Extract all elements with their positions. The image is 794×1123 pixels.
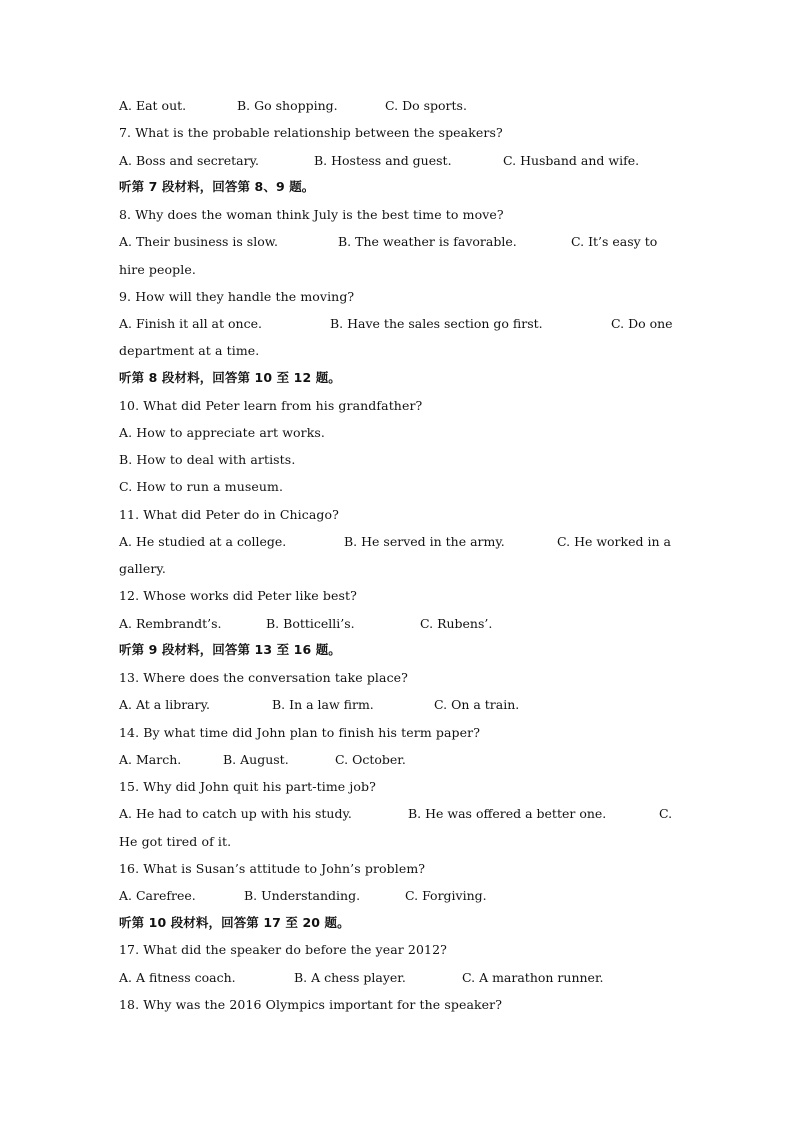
answer-option: C. Do one <box>611 316 673 331</box>
question-text: 13. Where does the conversation take place? <box>119 670 408 685</box>
question-text: 18. Why was the 2016 Olympics important for the speaker? <box>119 997 503 1012</box>
answer-option: A. March. <box>119 752 182 767</box>
question-text: 17. What did the speaker do before the year 2012? <box>119 942 447 957</box>
question-text: 8. Why does the woman think July is the best time to move? <box>119 207 504 222</box>
answer-option: C. On a train. <box>434 697 520 712</box>
answer-option: B. He served in the army. <box>344 534 505 549</box>
answer-option: C. Forgiving. <box>405 888 487 903</box>
answer-option: A. He studied at a college. <box>119 534 287 549</box>
answer-option: C. It’s easy to <box>571 234 658 249</box>
answer-option: A. Rembrandt’s. <box>119 616 222 631</box>
answer-option: B. A chess player. <box>294 970 406 985</box>
question-text: 7. What is the probable relationship between the speakers? <box>119 125 503 140</box>
answer-option: B. Understanding. <box>244 888 361 903</box>
answer-option: C. Husband and wife. <box>503 153 640 168</box>
section-heading: 听第 9 段材料，回答第 13 至 16 题。 <box>119 642 341 657</box>
question-text: gallery. <box>119 561 166 576</box>
answer-option: B. Botticelli’s. <box>266 616 355 631</box>
answer-option: B. He was offered a better one. <box>408 806 607 821</box>
question-text: 16. What is Susan’s attitude to John’s problem? <box>119 861 426 876</box>
answer-option: A. A fitness coach. <box>119 970 236 985</box>
answer-option: A. Boss and secretary. <box>119 153 259 168</box>
question-text: hire people. <box>119 262 196 277</box>
answer-option: A. At a library. <box>119 697 210 712</box>
answer-option: C. Do sports. <box>385 98 467 113</box>
section-heading: 听第 10 段材料，回答第 17 至 20 题。 <box>119 915 350 930</box>
answer-option: C. Rubens’. <box>420 616 493 631</box>
question-text: C. How to run a museum. <box>119 479 284 494</box>
answer-option: A. Eat out. <box>119 98 187 113</box>
answer-option: C. <box>659 806 673 821</box>
question-text: He got tired of it. <box>119 834 232 849</box>
answer-option: C. October. <box>335 752 406 767</box>
answer-option: B. Have the sales section go first. <box>330 316 543 331</box>
question-text: A. How to appreciate art works. <box>119 425 325 440</box>
answer-option: B. Hostess and guest. <box>314 153 452 168</box>
answer-option: A. He had to catch up with his study. <box>119 806 352 821</box>
question-text: 10. What did Peter learn from his grandfather? <box>119 398 423 413</box>
section-heading: 听第 7 段材料，回答第 8、9 题。 <box>119 179 315 194</box>
question-text: 14. By what time did John plan to finish his term paper? <box>119 725 481 740</box>
question-text: B. How to deal with artists. <box>119 452 296 467</box>
question-text: department at a time. <box>119 343 260 358</box>
answer-option: A. Finish it all at once. <box>119 316 262 331</box>
question-text: 12. Whose works did Peter like best? <box>119 588 357 603</box>
answer-option: A. Carefree. <box>119 888 196 903</box>
answer-option: B. In a law firm. <box>272 697 374 712</box>
answer-option: B. August. <box>223 752 289 767</box>
answer-option: B. The weather is favorable. <box>338 234 517 249</box>
question-text: 15. Why did John quit his part-time job? <box>119 779 376 794</box>
answer-option: A. Their business is slow. <box>119 234 278 249</box>
answer-option: B. Go shopping. <box>237 98 338 113</box>
question-text: 11. What did Peter do in Chicago? <box>119 507 339 522</box>
answer-option: C. He worked in a <box>557 534 671 549</box>
answer-option: C. A marathon runner. <box>462 970 604 985</box>
section-heading: 听第 8 段材料，回答第 10 至 12 题。 <box>119 370 341 385</box>
question-text: 9. How will they handle the moving? <box>119 289 355 304</box>
